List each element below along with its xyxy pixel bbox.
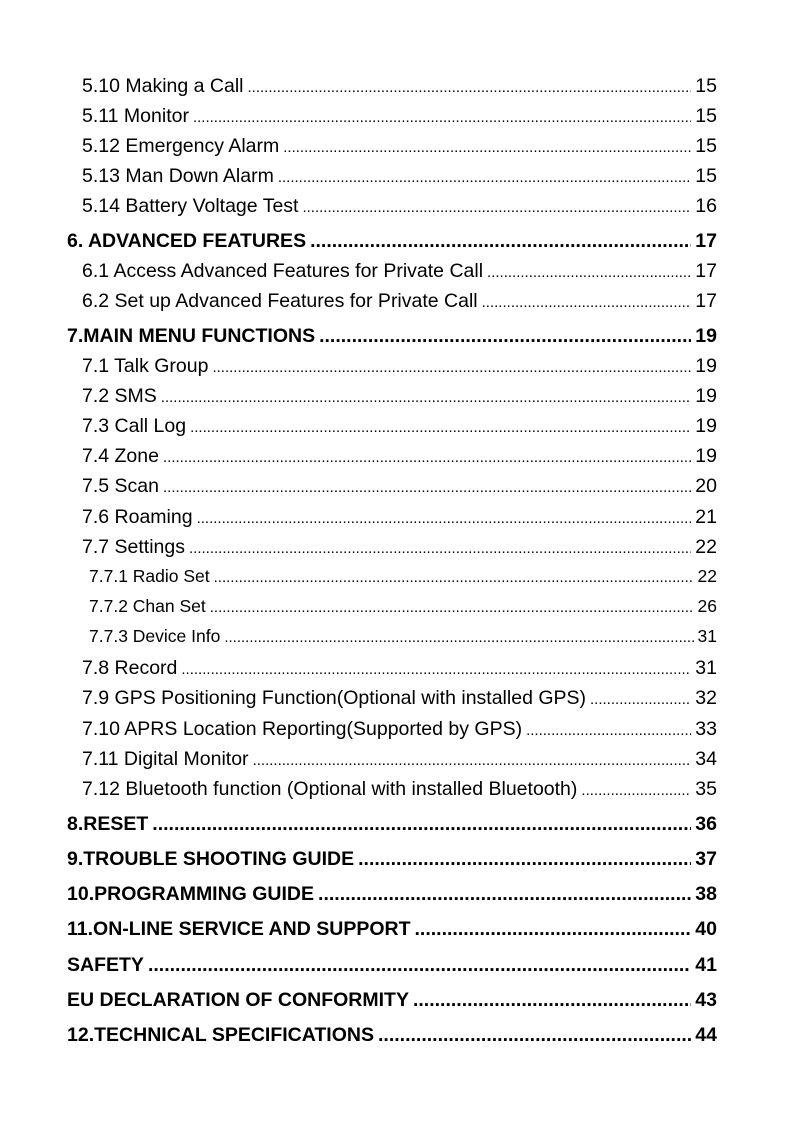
dot-leader [526, 722, 691, 739]
toc-entry-row[interactable] [82, 475, 717, 498]
toc-page-number: 40 [695, 918, 717, 940]
toc-section-row[interactable] [67, 325, 717, 348]
toc-page-number: 26 [697, 596, 717, 616]
toc-page-number: 19 [695, 325, 717, 347]
dot-leader [197, 510, 692, 527]
toc-entry-title: 11.ON-LINE SERVICE AND SUPPORT [67, 918, 411, 940]
toc-section-row[interactable] [67, 813, 717, 836]
toc-entry-title: 7.7.1 Radio Set [89, 566, 210, 586]
dot-leader [248, 79, 692, 96]
dot-leader [189, 540, 691, 557]
toc-entry-title: 7.3 Call Log [82, 415, 187, 437]
toc-page-number: 36 [695, 813, 717, 835]
toc-entry-title: 6.2 Set up Advanced Features for Private Call [82, 290, 478, 312]
toc-entry-row[interactable] [82, 687, 717, 710]
dot-leader [302, 199, 691, 216]
dot-leader [278, 169, 691, 186]
toc-section-row[interactable] [67, 230, 717, 253]
toc-entry-title: 7.MAIN MENU FUNCTIONS [67, 325, 316, 347]
dot-leader [152, 813, 691, 836]
toc-entry-row[interactable] [82, 165, 717, 188]
toc-page-number: 17 [695, 260, 717, 282]
toc-entry-row[interactable] [82, 415, 717, 438]
toc-entry-row[interactable] [82, 135, 717, 158]
toc-page-number: 19 [695, 445, 717, 467]
toc-page-number: 20 [695, 475, 717, 497]
toc-page-number: 41 [695, 954, 717, 976]
toc-page-number: 21 [695, 506, 717, 528]
dot-leader [214, 569, 694, 586]
toc-page-number: 44 [695, 1024, 717, 1046]
toc-entry-title: 7.12 Bluetooth function (Optional with installed Bluetooth) [82, 778, 578, 800]
toc-entry-title: 7.6 Roaming [82, 506, 193, 528]
toc-page-number: 43 [695, 989, 717, 1011]
toc-entry-title: 12.TECHNICAL SPECIFICATIONS [67, 1024, 374, 1046]
toc-section-row[interactable] [67, 848, 717, 871]
dot-leader [358, 848, 691, 871]
toc-page-number: 38 [695, 883, 717, 905]
dot-leader [224, 629, 693, 646]
toc-page-number: 15 [695, 165, 717, 187]
toc-entry-title: SAFETY [67, 954, 144, 976]
toc-entry-title: 7.7.2 Chan Set [89, 596, 206, 616]
toc-entry-title: 6. ADVANCED FEATURES [67, 230, 307, 252]
toc-entry-title: 7.1 Talk Group [82, 355, 209, 377]
toc-page-number: 22 [697, 566, 717, 586]
toc-page-number: 15 [695, 75, 717, 97]
toc-entry-title: 8.RESET [67, 813, 149, 835]
toc-entry-title: 5.11 Monitor [82, 105, 189, 127]
toc-page-number: 35 [695, 778, 717, 800]
toc-page-number: 32 [695, 687, 717, 709]
toc-entry-row[interactable] [82, 260, 717, 283]
toc-entry-title: 7.5 Scan [82, 475, 159, 497]
toc-entry-row[interactable] [82, 75, 717, 98]
toc-page-number: 19 [695, 415, 717, 437]
toc-entry-row[interactable] [82, 718, 717, 741]
toc-entry-row[interactable] [89, 566, 717, 587]
toc-entry-row[interactable] [82, 778, 717, 801]
dot-leader [181, 661, 691, 678]
toc-entry-row[interactable] [82, 355, 717, 378]
dot-leader [581, 782, 691, 799]
toc-entry-title: 9.TROUBLE SHOOTING GUIDE [67, 848, 355, 870]
toc-entry-row[interactable] [82, 105, 717, 128]
dot-leader [193, 109, 691, 126]
toc-section-row[interactable] [67, 954, 717, 977]
dot-leader [415, 918, 692, 941]
toc-entry-row[interactable] [82, 657, 717, 680]
toc-entry-row[interactable] [89, 626, 717, 647]
toc-entry-title: 7.4 Zone [82, 445, 159, 467]
dot-leader [283, 139, 691, 156]
toc-entry-title: 5.14 Battery Voltage Test [82, 195, 299, 217]
toc-page-number: 19 [695, 355, 717, 377]
toc-section-row[interactable] [67, 918, 717, 941]
toc-entry-row[interactable] [82, 536, 717, 559]
toc-entry-title: 5.12 Emergency Alarm [82, 135, 280, 157]
toc-entry-row[interactable] [89, 596, 717, 617]
toc-page-number: 34 [695, 748, 717, 770]
toc-entry-row[interactable] [82, 195, 717, 218]
toc-entry-row[interactable] [82, 445, 717, 468]
toc-section-row[interactable] [67, 883, 717, 906]
toc-entry-title: 5.13 Man Down Alarm [82, 165, 274, 187]
toc-page-number: 17 [695, 290, 717, 312]
dot-leader [212, 359, 691, 376]
dot-leader [590, 691, 691, 708]
dot-leader [148, 954, 691, 977]
toc-page-number: 15 [695, 135, 717, 157]
dot-leader [163, 479, 691, 496]
toc-entry-title: 7.8 Record [82, 657, 178, 679]
toc-entry-title: 5.10 Making a Call [82, 75, 244, 97]
toc-page-number: 22 [695, 536, 717, 558]
toc-entry-title: 6.1 Access Advanced Features for Private Call [82, 260, 484, 282]
dot-leader [163, 449, 691, 466]
toc-entry-title: 7.7.3 Device Info [89, 626, 221, 646]
toc-entry-row[interactable] [82, 290, 717, 313]
toc-entry-title: 7.10 APRS Location Reporting(Supported by GPS) [82, 718, 523, 740]
toc-page-number: 17 [695, 230, 717, 252]
dot-leader [487, 264, 691, 281]
toc-entry-row[interactable] [82, 506, 717, 529]
dot-leader [190, 419, 691, 436]
toc-page-number: 31 [697, 626, 717, 646]
toc-entry-title: 7.9 GPS Positioning Function(Optional with installed GPS) [82, 687, 587, 709]
toc-section-row[interactable] [67, 1024, 717, 1047]
toc-entry-title: 7.11 Digital Monitor [82, 748, 249, 770]
toc-section-row[interactable] [67, 989, 717, 1012]
toc-page-number: 37 [695, 848, 717, 870]
dot-leader [318, 883, 691, 906]
dot-leader [319, 325, 691, 348]
toc-page-number: 19 [695, 385, 717, 407]
toc-entry-title: EU DECLARATION OF CONFORMITY [67, 989, 409, 1011]
toc-entry-title: 7.2 SMS [82, 385, 157, 407]
toc-page-number: 31 [695, 657, 717, 679]
toc-page-number: 16 [695, 195, 717, 217]
dot-leader [310, 230, 691, 253]
toc-entry-row[interactable] [82, 385, 717, 408]
dot-leader [378, 1024, 691, 1047]
dot-leader [210, 599, 694, 616]
toc-entry-title: 10.PROGRAMMING GUIDE [67, 883, 315, 905]
toc-page-number: 33 [695, 718, 717, 740]
dot-leader [253, 752, 692, 769]
toc-entry-row[interactable] [82, 748, 717, 771]
dot-leader [482, 294, 692, 311]
toc-entry-title: 7.7 Settings [82, 536, 185, 558]
toc-page-number: 15 [695, 105, 717, 127]
dot-leader [413, 989, 691, 1012]
dot-leader [161, 389, 692, 406]
